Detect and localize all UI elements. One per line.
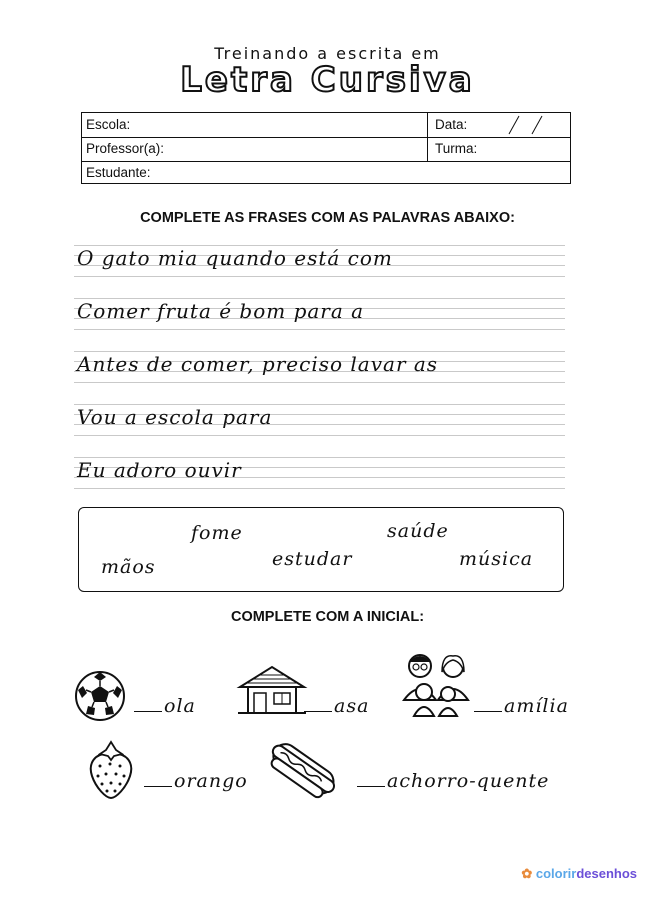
sentence-5: Eu adoro ouvir: [77, 458, 242, 482]
writing-row: [74, 351, 565, 383]
section-title-initials: COMPLETE COM A INICIAL:: [230, 609, 425, 625]
sentence-4: Vou a escola para: [77, 405, 273, 429]
word-musica: música: [459, 548, 534, 570]
writing-row: [74, 298, 565, 330]
initial-item-1: ola: [134, 695, 196, 717]
school-label: Escola:: [86, 117, 131, 132]
answer-blank[interactable]: [474, 711, 502, 712]
strawberry-icon: [86, 740, 136, 800]
soccer-ball-icon: [74, 670, 126, 722]
student-info-table: [81, 112, 571, 184]
teacher-label: Professor(a):: [86, 141, 165, 156]
house-icon: [236, 663, 308, 715]
sentence-3: Antes de comer, preciso lavar as: [77, 352, 439, 376]
class-label: Turma:: [435, 141, 478, 156]
answer-blank[interactable]: [304, 711, 332, 712]
family-icon: [398, 650, 474, 718]
palette-icon: ✿: [521, 866, 533, 881]
brand-logo: ✿ colorirdesenhos: [521, 866, 637, 881]
initial-item-4: orango: [144, 770, 248, 792]
word-maos: mãos: [101, 556, 156, 578]
answer-blank[interactable]: [357, 786, 385, 787]
sentence-1: O gato mia quando está com: [77, 246, 393, 270]
sentence-2: Comer fruta é bom para a: [77, 299, 365, 323]
hot-dog-icon: [266, 735, 342, 801]
date-label: Data:: [435, 117, 468, 132]
word-estudar: estudar: [272, 548, 353, 570]
initial-item-5: achorro-quente: [357, 770, 549, 792]
initial-item-2: asa: [304, 695, 369, 717]
page-title: Letra Cursiva: [180, 60, 475, 100]
student-label: Estudante:: [86, 165, 151, 180]
writing-row: [74, 457, 565, 489]
section-title-sentences: COMPLETE AS FRASES COM AS PALAVRAS ABAIXO:: [140, 210, 515, 226]
writing-row: [74, 245, 565, 277]
word-fome: fome: [191, 522, 243, 544]
answer-blank[interactable]: [134, 711, 162, 712]
subtitle: Treinando a escrita em: [214, 44, 441, 63]
word-saude: saúde: [387, 520, 449, 542]
word-bank: [78, 507, 564, 592]
date-slashes: [497, 115, 547, 135]
answer-blank[interactable]: [144, 786, 172, 787]
writing-row: [74, 404, 565, 436]
initial-item-3: amília: [474, 695, 569, 717]
